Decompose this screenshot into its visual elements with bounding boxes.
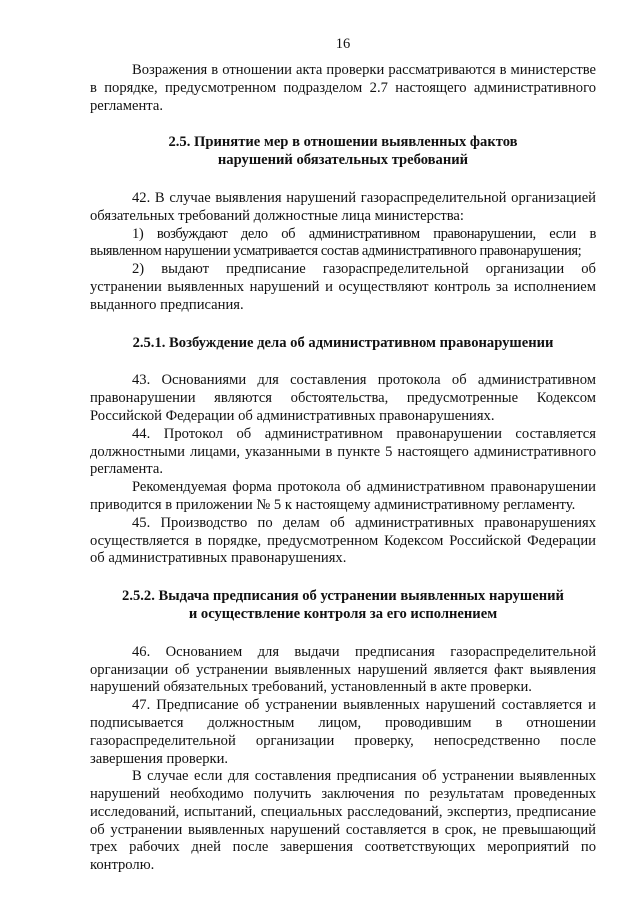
paragraph-45: 45. Производство по делам об административных правонарушениях осуществляется в порядке, предусмотренном Кодексом Российской Федерации об административных правонарушениях. bbox=[90, 514, 596, 567]
section-heading-2-5-line1: 2.5. Принятие мер в отношении выявленных фактов bbox=[168, 134, 518, 151]
page-content bbox=[90, 62, 596, 875]
paragraph-47-case: В случае если для составления предписания об устранении выявленных нарушений необходимо получить заключения по результатам проведенных исследований, испытаний, специальных расследований, экспертиз, предписание об устранении выявленных нарушений составляется в срок, не превышающий трех рабочих дней после завершения соответствующих мероприятий по контролю. bbox=[90, 768, 596, 874]
page-number: 16 bbox=[335, 36, 351, 52]
paragraph-44: 44. Протокол об административном правонарушении составляется должностными лицами, указанными в пункте 5 настоящего административного регламента. bbox=[90, 425, 596, 478]
section-heading-2-5-2-line2: и осуществление контроля за его исполнением bbox=[188, 605, 498, 622]
paragraph-46: 46. Основанием для выдачи предписания газораспределительной организации об устранении выявленных нарушений является факт выявления нарушений обязательных требований, установленный в акте проверки. bbox=[90, 643, 596, 696]
paragraph-44-form: Рекомендуемая форма протокола об административном правонарушении приводится в приложении № 5 к настоящему административному регламенту. bbox=[90, 479, 596, 513]
section-heading-2-5-1 bbox=[90, 335, 596, 353]
document-page bbox=[90, 0, 596, 905]
paragraph-42: 42. В случае выявления нарушений газораспределительной организацией обязательных требований должностные лица министерства: bbox=[90, 189, 596, 224]
paragraph-42-item-1: 1) возбуждают дело об административном правонарушении, если в выявленном нарушении усматривается состав административного правонарушения; bbox=[90, 225, 596, 260]
paragraph-43: 43. Основаниями для составления протокола об административном правонарушении являются обстоятельства, предусмотренные Кодексом Российской Федерации об административных правонарушениях. bbox=[90, 372, 596, 424]
paragraph-objections: Возражения в отношении акта проверки рассматриваются в министерстве в порядке, предусмотренном подразделом 2.7 настоящего административного регламента. bbox=[90, 62, 596, 114]
section-heading-2-5-2-line1: 2.5.2. Выдача предписания об устранении выявленных нарушений bbox=[122, 588, 564, 605]
section-heading-2-5-line2: нарушений обязательных требований bbox=[217, 152, 469, 169]
paragraph-47: 47. Предписание об устранении выявленных нарушений составляется и подписывается должностным лицом, проводившим в отношении газораспределительной организации проверку, непосредственно после завершения проверки. bbox=[90, 697, 596, 767]
section-heading-2-5 bbox=[90, 134, 596, 170]
section-heading-2-5-1-text: 2.5.1. Возбуждение дела об административном правонарушении bbox=[132, 334, 554, 351]
paragraph-42-item-2: 2) выдают предписание газораспределительной организации об устранении выявленных нарушений и осуществляют контроль за исполнением выданного предписания. bbox=[90, 261, 596, 313]
section-heading-2-5-2 bbox=[90, 588, 596, 624]
